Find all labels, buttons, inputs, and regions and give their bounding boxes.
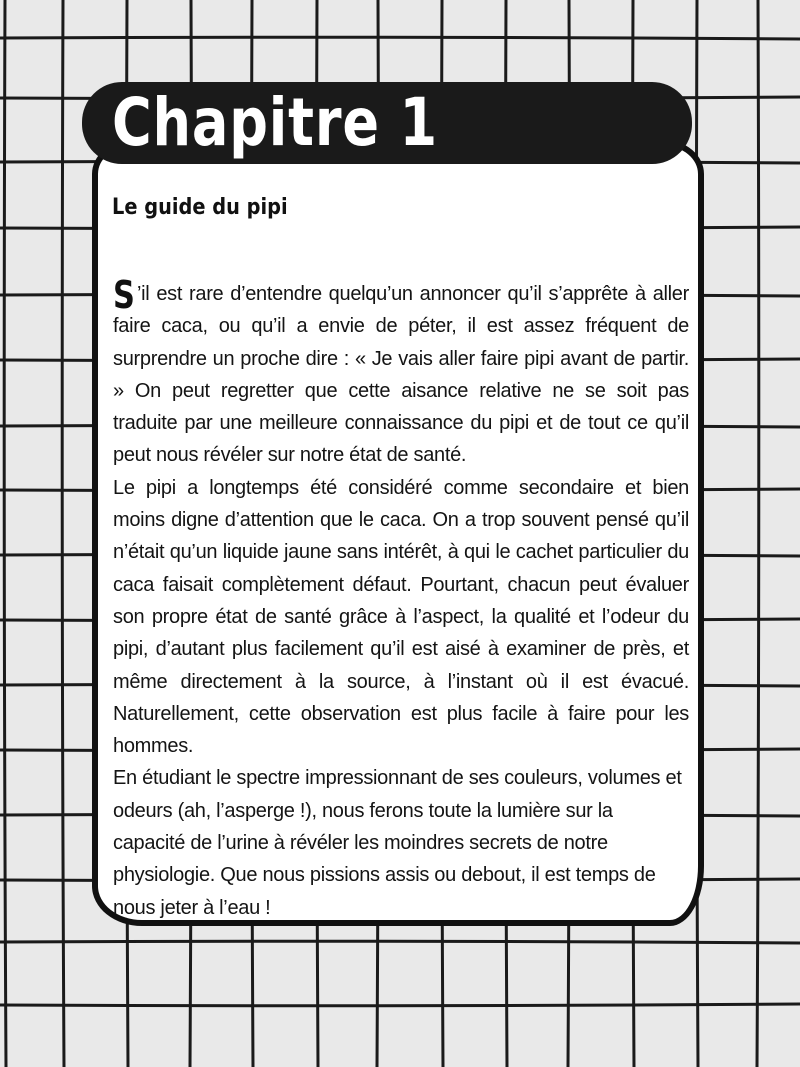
grid-line (0, 37, 800, 39)
chapter-title: Chapitre 1 (112, 84, 439, 161)
paragraph-3: En étudiant le spectre impressionnant de ses couleurs, volumes et odeurs (ah, l’asperge !), nous ferons toute la lumière sur la capacité de l’urine à révéler les moindres secrets de notre physiologie. Que nous pissions assis ou debout, il est temps de nous jeter à l’eau ! (113, 767, 682, 919)
body-text (113, 273, 689, 924)
grid-line (757, 0, 759, 1067)
drop-cap: S (113, 273, 135, 317)
paragraph-1 (113, 273, 689, 472)
grid-line (0, 1004, 800, 1006)
grid-line (62, 0, 64, 1067)
section-title: Le guide du pipi (112, 195, 288, 220)
grid-line (4, 0, 6, 1067)
paragraph-2: Le pipi a longtemps été considéré comme secondaire et bien moins digne d’attention que le caca. On a trop souvent pensé qu’il n’était qu’un liquide jaune sans intérêt, à qui le cachet particulier du caca faisait complètement défaut. Pourtant, chacun peut évaluer son propre état de santé grâce à l’aspect, la qualité et l’odeur du pipi, d’autant plus facilement qu’il est aisé à examiner de près, et même directement à la source, à l’instant où il est évacué. Naturellement, cette observation est plus facile à faire pour les hommes. (113, 476, 689, 758)
paragraph-1-text: ’il est rare d’entendre quelqu’un annoncer qu’il s’apprête à aller faire caca, ou qu’il a envie de péter, il est assez fréquent de surprendre un proche dire : « Je vais aller faire pipi avant de partir. » On peut regretter que cette aisance relative ne se soit pas traduite par une meilleure connaissance du pipi et de tout ce qu’il peut nous révéler sur notre état de santé. (113, 283, 689, 467)
grid-line (0, 941, 800, 943)
